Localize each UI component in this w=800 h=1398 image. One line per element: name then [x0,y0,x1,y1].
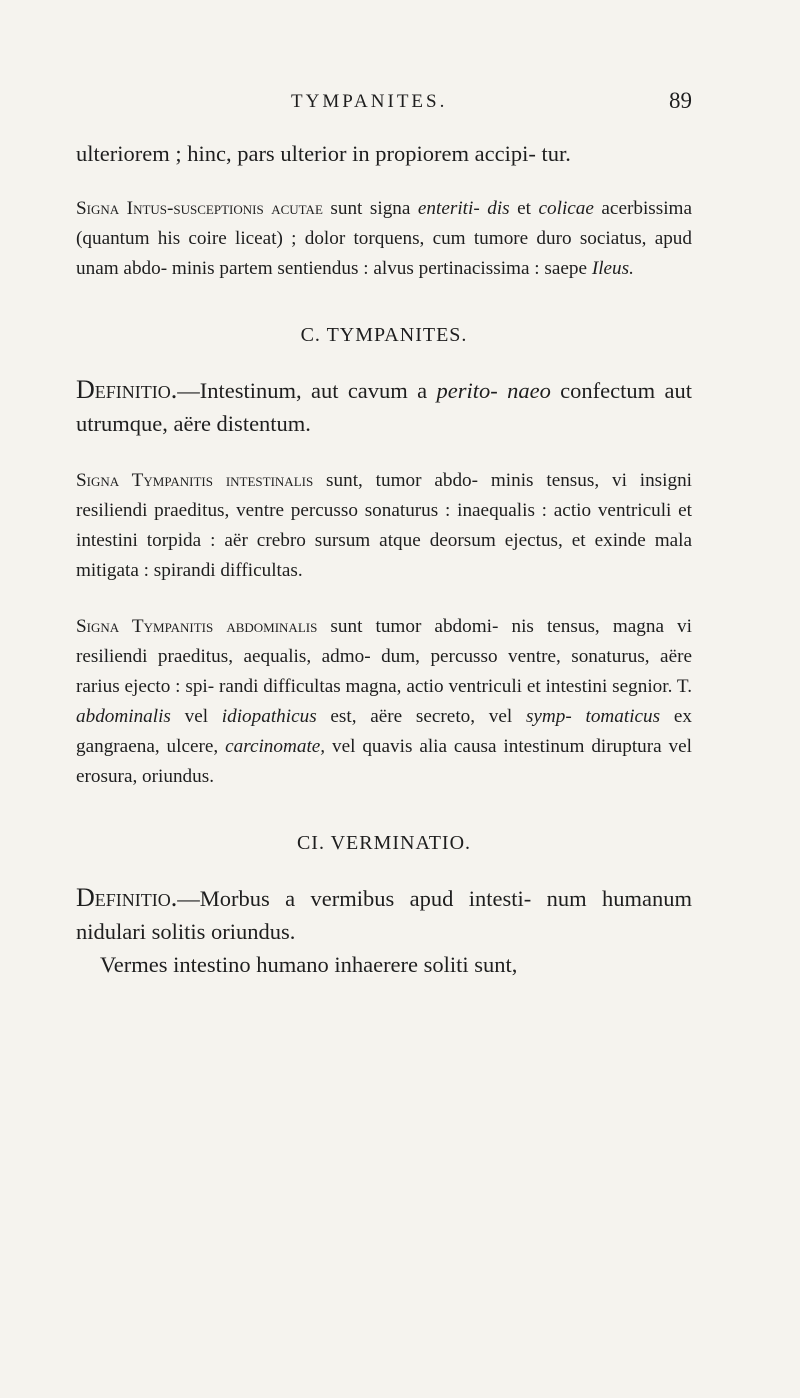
paragraph-signa-tympanitis-intestinalis [76,466,692,586]
text-run: vel [170,706,222,727]
paragraph-definitio-tympanites [76,373,692,440]
text-run: sunt tumor abdomi- nis tensus, magna vi resiliendi praeditus, aequalis, admo- dum, percusso ventre, sonaturus, aëre rarius ejecto : spi- randi difficultas magna, actio ventriculi et intestini segnior. T. [76,616,692,697]
page-body [76,137,692,981]
text-run: sunt signa [322,198,418,219]
paragraph-vermes [76,948,692,981]
text-run: —Morbus a vermibus apud intesti- num humanum nidulari solitis oriundus. [76,886,692,944]
italic-term: perito- naeo [436,378,551,403]
italic-term: carcinomate, [225,736,326,757]
page-number: 89 [669,88,692,113]
text-run: acerbissima (quantum his coire liceat) ; dolor torquens, cum tumore duro sociatus, apud unam abdo- minis partem sentiendus : alvus pertinacissima : saepe [76,198,692,279]
section-lead: Signa Tympanitis abdominalis [76,616,318,637]
text-run: ex gangraena, ulcere, [76,706,692,757]
text-run: sunt, tumor abdo- minis tensus, vi insigni resiliendi praeditus, ventre percusso sonaturus : inaequalis : actio ventriculi et intestini torpida : aër crebro sursum atque deorsum ejectus, et exinde mala mitigata : spirandi difficultas. [76,470,692,581]
section-lead: Signa Tympanitis intestinalis [76,470,314,491]
paragraph-signa-tympanitis-abdominalis [76,612,692,792]
italic-term: Ileus. [591,258,634,279]
text-run: vel quavis alia causa intestinum diruptura vel erosura, oriundus. [76,736,692,787]
italic-term: symp- tomaticus [525,706,661,727]
paragraph-continuation [76,137,692,170]
italic-term: colicae [538,198,594,219]
vermes-text: Vermes intestino humano inhaerere soliti sunt, [100,952,518,977]
section-lead: Signa Intus-susceptionis acutae [76,198,323,219]
definition-lead: Definitio. [76,375,178,404]
paragraph-definitio-verminatio [76,881,692,948]
italic-term: idiopathicus [221,706,317,727]
italic-term: abdominalis [76,706,171,727]
section-heading-tympanites: C. TYMPANITES. [300,324,468,346]
page-header [76,88,692,121]
text-run: est, aëre secreto, vel [316,706,526,727]
running-head: TYMPANITES. [291,91,448,112]
definition-lead: Definitio. [76,883,178,912]
text-run: et [509,198,539,219]
text-run: —Intestinum, aut cavum a [177,378,437,403]
continuation-text: ulteriorem ; hinc, pars ulterior in propiorem accipi- tur. [76,141,571,166]
paragraph-signa-intus-susceptionis [76,194,692,284]
text-run: confectum aut utrumque, aëre distentum. [76,378,692,436]
section-heading-verminatio: CI. VERMINATIO. [296,832,472,854]
italic-term: enteriti- dis [417,198,510,219]
